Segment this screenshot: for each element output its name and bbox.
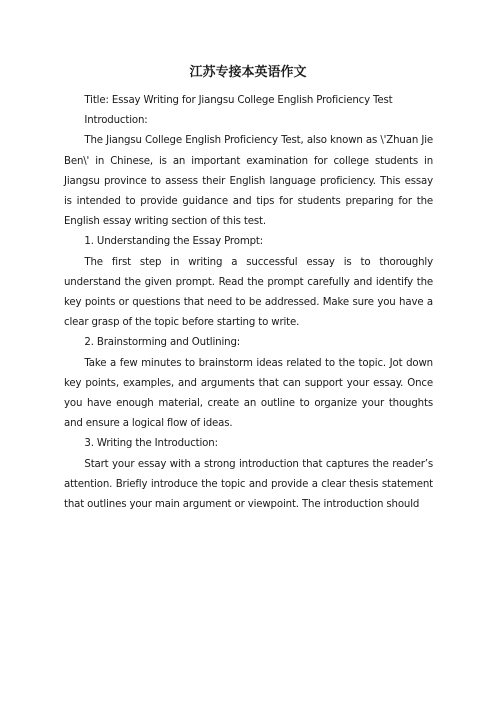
section-heading-brainstorming: 2. Brainstorming and Outlining: bbox=[84, 337, 241, 349]
document-body bbox=[64, 91, 433, 515]
paragraph-introduction: The Jiangsu College English Proficiency Test, also known as \'Zhuan Jie Ben\' in Chinese, is an important examination for college students in Jiangsu province to assess their English language proficiency. This essay is intended to provide guidance and tips for students preparing for the English essay writing section of this test. bbox=[64, 135, 433, 228]
section-heading-understanding-prompt: 1. Understanding the Essay Prompt: bbox=[84, 236, 264, 248]
paragraph-understanding-prompt: The first step in writing a successful essay is to thoroughly understand the given prompt. Read the prompt carefully and identify the key points or questions that need to be addressed. Make sure you have a clear grasp of the topic before starting to write. bbox=[64, 256, 433, 329]
paragraph-brainstorming: Take a few minutes to brainstorm ideas related to the topic. Jot down key points, examples, and arguments that can support your essay. Once you have enough material, create an outline to organize your thoughts and ensure a logical flow of ideas. bbox=[64, 357, 433, 430]
section-heading-introduction: Introduction: bbox=[84, 115, 148, 127]
essay-title-line: Title: Essay Writing for Jiangsu College English Proficiency Test bbox=[84, 95, 393, 106]
document-title: 江苏专接本英语作文 bbox=[189, 65, 307, 80]
paragraph-writing-introduction: Start your essay with a strong introduction that captures the reader’s attention. Briefly introduce the topic and provide a clear thesis statement that outlines your main argument or viewpoint. The introduction should bbox=[64, 458, 433, 511]
section-heading-writing-introduction: 3. Writing the Introduction: bbox=[84, 438, 218, 450]
